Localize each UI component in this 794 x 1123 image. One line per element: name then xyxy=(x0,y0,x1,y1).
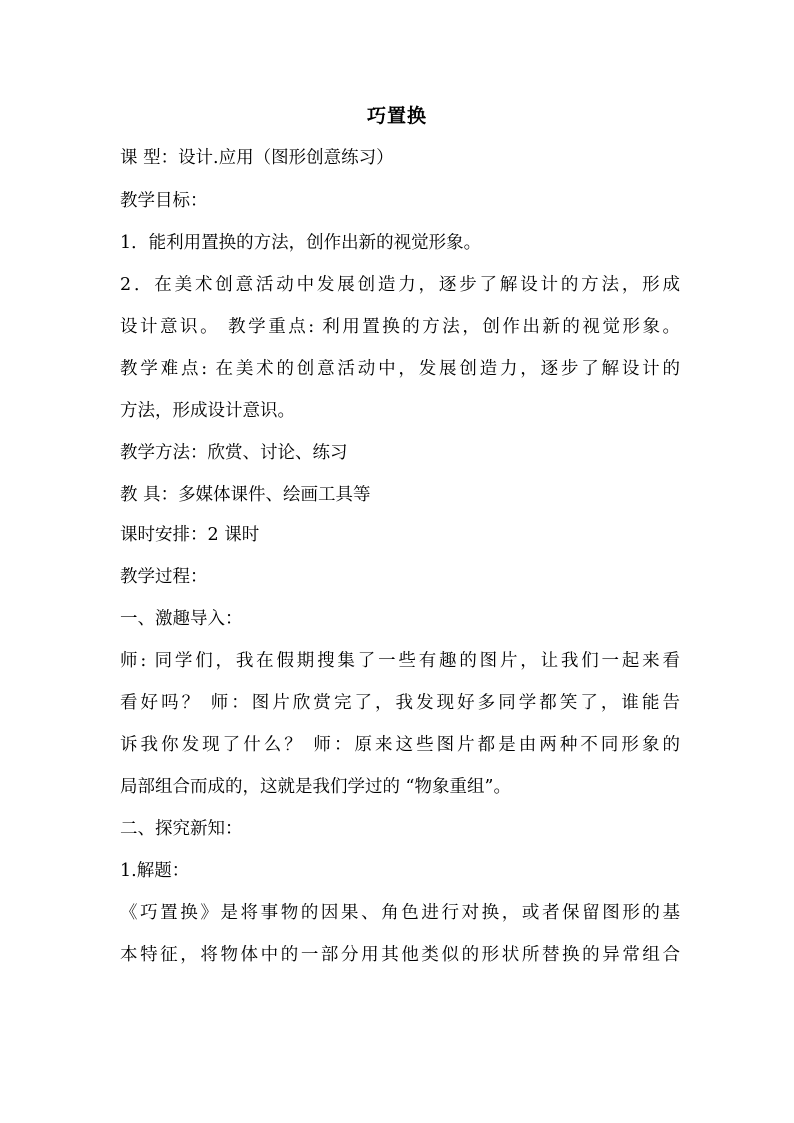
goal-2-continued-line: 设计意识。 教学重点: 利用置换的方法，创作出新的视觉形象。 xyxy=(120,317,680,337)
goal-2-line: 2．在美术创意活动中发展创造力，逐步了解设计的方法，形成 xyxy=(120,275,680,295)
dialogue-line-3: 诉我你发现了什么？ 师：原来这些图片都是由两种不同形象的 xyxy=(120,735,680,755)
dialogue-line-1: 师: 同学们，我在假期搜集了一些有趣的图片，让我们一起来看 xyxy=(120,651,680,671)
goal-1-line: 1．能利用置换的方法，创作出新的视觉形象。 xyxy=(120,233,482,253)
teaching-process-heading: 教学过程： xyxy=(120,567,208,587)
document-title: 巧置换 xyxy=(366,105,427,127)
dialogue-line-2: 看好吗？ 师：图片欣赏完了，我发现好多同学都笑了，谁能告 xyxy=(120,693,680,713)
teaching-tools-line: 教 具：多媒体课件、绘画工具等 xyxy=(120,485,371,505)
teaching-goals-heading: 教学目标： xyxy=(120,191,208,211)
teaching-difficulty-continued-line: 方法，形成设计意识。 xyxy=(120,401,295,421)
explanation-line-1: 《巧置换》是将事物的因果、角色进行对换，或者保留图形的基 xyxy=(120,903,680,923)
explanation-line-2: 本特征，将物体中的一部分用其他类似的形状所替换的异常组合 xyxy=(120,945,680,965)
section-2-heading: 二、探究新知： xyxy=(120,819,243,839)
teaching-method-line: 教学方法：欣赏、讨论、练习 xyxy=(120,443,348,463)
section-1-heading: 一、激趣导入： xyxy=(120,609,243,629)
lesson-type-line: 课 型：设计.应用（图形创意练习） xyxy=(120,148,394,168)
subsection-1-heading: 1.解题： xyxy=(120,861,190,881)
class-hours-line: 课时安排：2 课时 xyxy=(120,525,260,545)
teaching-difficulty-line: 教学难点: 在美术的创意活动中，发展创造力，逐步了解设计的 xyxy=(120,359,680,379)
dialogue-line-4: 局部组合而成的，这就是我们学过的 “物象重组”。 xyxy=(120,777,511,797)
